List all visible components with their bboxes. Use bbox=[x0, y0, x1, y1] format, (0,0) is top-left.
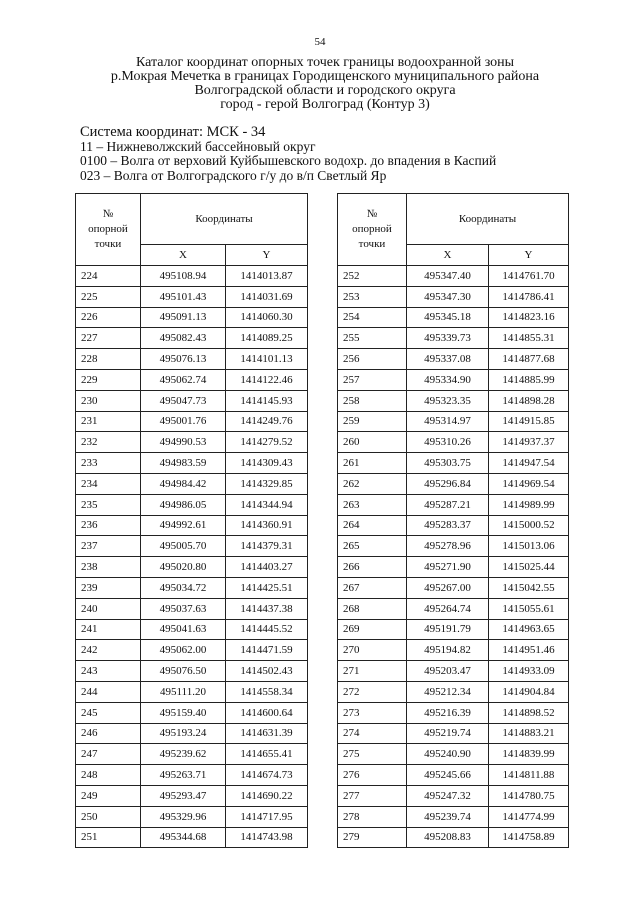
point-number-cell: 235 bbox=[76, 494, 141, 515]
y-coordinate-cell: 1414060.30 bbox=[226, 307, 308, 328]
point-number-cell: 279 bbox=[338, 827, 407, 848]
table-row bbox=[76, 681, 308, 702]
x-coordinate-cell: 495041.63 bbox=[141, 619, 226, 640]
point-number-cell: 236 bbox=[76, 515, 141, 536]
table-row bbox=[338, 723, 569, 744]
basin-district-line: 11 – Нижневолжский бассейновый округ bbox=[80, 138, 316, 154]
table-row bbox=[76, 827, 308, 848]
x-coordinate-cell: 495034.72 bbox=[141, 577, 226, 598]
y-coordinate-cell: 1414471.59 bbox=[226, 640, 308, 661]
x-coordinate-cell: 495245.66 bbox=[407, 765, 489, 786]
x-coordinate-cell: 495337.08 bbox=[407, 349, 489, 370]
x-coordinate-cell: 495339.73 bbox=[407, 328, 489, 349]
table-row bbox=[76, 702, 308, 723]
x-coordinate-cell: 495212.34 bbox=[407, 681, 489, 702]
table-row bbox=[76, 557, 308, 578]
x-header: X bbox=[407, 245, 489, 266]
table-row bbox=[338, 785, 569, 806]
x-coordinate-cell: 494990.53 bbox=[141, 432, 226, 453]
y-coordinate-cell: 1414898.52 bbox=[489, 702, 569, 723]
y-coordinate-cell: 1414989.99 bbox=[489, 494, 569, 515]
x-coordinate-cell: 495310.26 bbox=[407, 432, 489, 453]
point-number-cell: 278 bbox=[338, 806, 407, 827]
x-coordinate-cell: 495037.63 bbox=[141, 598, 226, 619]
y-coordinate-cell: 1414855.31 bbox=[489, 328, 569, 349]
point-number-cell: 270 bbox=[338, 640, 407, 661]
point-number-cell: 230 bbox=[76, 390, 141, 411]
point-number-cell: 228 bbox=[76, 349, 141, 370]
x-coordinate-cell: 495329.96 bbox=[141, 806, 226, 827]
y-coordinate-cell: 1414145.93 bbox=[226, 390, 308, 411]
point-number-cell: 272 bbox=[338, 681, 407, 702]
point-number-cell: 265 bbox=[338, 536, 407, 557]
y-coordinate-cell: 1414839.99 bbox=[489, 744, 569, 765]
table-row bbox=[338, 432, 569, 453]
y-coordinate-cell: 1414013.87 bbox=[226, 266, 308, 287]
y-coordinate-cell: 1414674.73 bbox=[226, 765, 308, 786]
point-number-cell: 252 bbox=[338, 266, 407, 287]
table-row bbox=[338, 494, 569, 515]
y-coordinate-cell: 1414915.85 bbox=[489, 411, 569, 432]
x-coordinate-cell: 495062.00 bbox=[141, 640, 226, 661]
y-coordinate-cell: 1414344.94 bbox=[226, 494, 308, 515]
point-number-cell: 269 bbox=[338, 619, 407, 640]
y-coordinate-cell: 1415042.55 bbox=[489, 577, 569, 598]
table-row bbox=[338, 640, 569, 661]
point-number-cell: 271 bbox=[338, 661, 407, 682]
page-number: 54 bbox=[314, 36, 326, 48]
x-coordinate-cell: 495108.94 bbox=[141, 266, 226, 287]
point-number-cell: 254 bbox=[338, 307, 407, 328]
table-row bbox=[76, 661, 308, 682]
y-coordinate-cell: 1414774.99 bbox=[489, 806, 569, 827]
point-number-cell: 244 bbox=[76, 681, 141, 702]
x-coordinate-cell: 495101.43 bbox=[141, 286, 226, 307]
table-row bbox=[76, 349, 308, 370]
table-row bbox=[76, 515, 308, 536]
y-coordinate-cell: 1414743.98 bbox=[226, 827, 308, 848]
point-number-cell: 260 bbox=[338, 432, 407, 453]
y-coordinate-cell: 1414947.54 bbox=[489, 453, 569, 474]
table-row bbox=[76, 640, 308, 661]
point-number-cell: 249 bbox=[76, 785, 141, 806]
y-coordinate-cell: 1414425.51 bbox=[226, 577, 308, 598]
x-coordinate-cell: 495111.20 bbox=[141, 681, 226, 702]
y-coordinate-cell: 1414690.22 bbox=[226, 785, 308, 806]
point-number-cell: 248 bbox=[76, 765, 141, 786]
y-coordinate-cell: 1414031.69 bbox=[226, 286, 308, 307]
table-row bbox=[338, 307, 569, 328]
y-coordinate-cell: 1414963.65 bbox=[489, 619, 569, 640]
y-coordinate-cell: 1414717.95 bbox=[226, 806, 308, 827]
x-coordinate-cell: 495334.90 bbox=[407, 369, 489, 390]
point-number-cell: 255 bbox=[338, 328, 407, 349]
point-number-cell: 253 bbox=[338, 286, 407, 307]
point-number-cell: 277 bbox=[338, 785, 407, 806]
coordinates-table-right bbox=[337, 193, 569, 848]
point-number-cell: 257 bbox=[338, 369, 407, 390]
x-coordinate-cell: 495278.96 bbox=[407, 536, 489, 557]
y-coordinate-cell: 1414898.28 bbox=[489, 390, 569, 411]
y-coordinate-cell: 1414329.85 bbox=[226, 473, 308, 494]
x-coordinate-cell: 495283.37 bbox=[407, 515, 489, 536]
point-number-cell: 259 bbox=[338, 411, 407, 432]
table-row bbox=[76, 577, 308, 598]
x-coordinate-cell: 495240.90 bbox=[407, 744, 489, 765]
coordinate-system-info bbox=[80, 125, 600, 183]
y-coordinate-cell: 1414249.76 bbox=[226, 411, 308, 432]
table-row bbox=[338, 765, 569, 786]
x-coordinate-cell: 495091.13 bbox=[141, 307, 226, 328]
point-number-cell: 224 bbox=[76, 266, 141, 287]
point-number-cell: 234 bbox=[76, 473, 141, 494]
table-row bbox=[76, 473, 308, 494]
point-number-cell: 267 bbox=[338, 577, 407, 598]
y-coordinate-cell: 1414089.25 bbox=[226, 328, 308, 349]
table-row bbox=[338, 577, 569, 598]
point-number-cell: 242 bbox=[76, 640, 141, 661]
x-coordinate-cell: 495239.74 bbox=[407, 806, 489, 827]
y-coordinate-cell: 1414655.41 bbox=[226, 744, 308, 765]
point-number-cell: 266 bbox=[338, 557, 407, 578]
table-row bbox=[338, 744, 569, 765]
y-coordinate-cell: 1414309.43 bbox=[226, 453, 308, 474]
y-coordinate-cell: 1414600.64 bbox=[226, 702, 308, 723]
point-number-cell: 273 bbox=[338, 702, 407, 723]
y-coordinate-cell: 1414904.84 bbox=[489, 681, 569, 702]
y-coordinate-cell: 1415013.06 bbox=[489, 536, 569, 557]
y-coordinate-cell: 1414631.39 bbox=[226, 723, 308, 744]
x-coordinate-cell: 495267.00 bbox=[407, 577, 489, 598]
point-number-header: № опорной точки bbox=[76, 194, 141, 266]
point-number-cell: 264 bbox=[338, 515, 407, 536]
table-row bbox=[76, 369, 308, 390]
x-coordinate-cell: 494992.61 bbox=[141, 515, 226, 536]
coordinates-header: Координаты bbox=[141, 194, 308, 245]
x-coordinate-cell: 495076.50 bbox=[141, 661, 226, 682]
table-row bbox=[338, 286, 569, 307]
table-row bbox=[76, 598, 308, 619]
point-number-cell: 240 bbox=[76, 598, 141, 619]
table-row bbox=[338, 453, 569, 474]
x-coordinate-cell: 495159.40 bbox=[141, 702, 226, 723]
x-coordinate-cell: 495076.13 bbox=[141, 349, 226, 370]
point-number-cell: 237 bbox=[76, 536, 141, 557]
x-coordinate-cell: 495005.70 bbox=[141, 536, 226, 557]
point-number-cell: 225 bbox=[76, 286, 141, 307]
y-coordinate-cell: 1414279.52 bbox=[226, 432, 308, 453]
table-row bbox=[76, 286, 308, 307]
point-number-cell: 229 bbox=[76, 369, 141, 390]
point-number-cell: 274 bbox=[338, 723, 407, 744]
x-coordinate-cell: 495047.73 bbox=[141, 390, 226, 411]
y-coordinate-cell: 1414885.99 bbox=[489, 369, 569, 390]
x-coordinate-cell: 495314.97 bbox=[407, 411, 489, 432]
y-coordinate-cell: 1414101.13 bbox=[226, 349, 308, 370]
table-row bbox=[338, 827, 569, 848]
table-row bbox=[338, 681, 569, 702]
y-coordinate-cell: 1414780.75 bbox=[489, 785, 569, 806]
table-row bbox=[338, 536, 569, 557]
x-coordinate-cell: 495062.74 bbox=[141, 369, 226, 390]
x-coordinate-cell: 495296.84 bbox=[407, 473, 489, 494]
table-row bbox=[338, 328, 569, 349]
point-number-cell: 276 bbox=[338, 765, 407, 786]
point-number-header: № опорной точки bbox=[338, 194, 407, 266]
point-number-cell: 238 bbox=[76, 557, 141, 578]
point-number-cell: 275 bbox=[338, 744, 407, 765]
point-number-cell: 251 bbox=[76, 827, 141, 848]
y-coordinate-cell: 1415000.52 bbox=[489, 515, 569, 536]
coordinate-system-line: Система координат: МСК - 34 bbox=[80, 124, 266, 140]
x-coordinate-cell: 494984.42 bbox=[141, 473, 226, 494]
point-number-cell: 226 bbox=[76, 307, 141, 328]
y-coordinate-cell: 1414877.68 bbox=[489, 349, 569, 370]
y-coordinate-cell: 1414403.27 bbox=[226, 557, 308, 578]
x-coordinate-cell: 495247.32 bbox=[407, 785, 489, 806]
table-row bbox=[76, 328, 308, 349]
table-row bbox=[76, 307, 308, 328]
x-coordinate-cell: 495323.35 bbox=[407, 390, 489, 411]
point-number-cell: 256 bbox=[338, 349, 407, 370]
point-number-cell: 241 bbox=[76, 619, 141, 640]
table-row bbox=[338, 806, 569, 827]
point-number-cell: 258 bbox=[338, 390, 407, 411]
point-number-cell: 247 bbox=[76, 744, 141, 765]
y-coordinate-cell: 1414969.54 bbox=[489, 473, 569, 494]
y-coordinate-cell: 1414933.09 bbox=[489, 661, 569, 682]
x-coordinate-cell: 494986.05 bbox=[141, 494, 226, 515]
y-coordinate-cell: 1414951.46 bbox=[489, 640, 569, 661]
water-basin-line: 0100 – Волга от верховий Куйбышевского водохр. до впадения в Каспий bbox=[80, 153, 497, 168]
x-coordinate-cell: 495020.80 bbox=[141, 557, 226, 578]
table-row bbox=[338, 598, 569, 619]
coordinates-header: Координаты bbox=[407, 194, 569, 245]
x-coordinate-cell: 495271.90 bbox=[407, 557, 489, 578]
table-row bbox=[76, 390, 308, 411]
y-coordinate-cell: 1414502.43 bbox=[226, 661, 308, 682]
x-coordinate-cell: 495347.30 bbox=[407, 286, 489, 307]
table-row bbox=[338, 390, 569, 411]
point-number-cell: 245 bbox=[76, 702, 141, 723]
table-row bbox=[338, 661, 569, 682]
table-row bbox=[76, 432, 308, 453]
x-coordinate-cell: 495216.39 bbox=[407, 702, 489, 723]
point-number-cell: 231 bbox=[76, 411, 141, 432]
x-coordinate-cell: 495293.47 bbox=[141, 785, 226, 806]
table-row bbox=[338, 473, 569, 494]
x-coordinate-cell: 495194.82 bbox=[407, 640, 489, 661]
y-coordinate-cell: 1414379.31 bbox=[226, 536, 308, 557]
y-coordinate-cell: 1414437.38 bbox=[226, 598, 308, 619]
table-row bbox=[76, 785, 308, 806]
table-row bbox=[76, 765, 308, 786]
table-row bbox=[76, 453, 308, 474]
x-coordinate-cell: 495193.24 bbox=[141, 723, 226, 744]
table-row bbox=[76, 411, 308, 432]
y-coordinate-cell: 1415055.61 bbox=[489, 598, 569, 619]
coordinates-table-left bbox=[75, 193, 308, 848]
table-row bbox=[76, 266, 308, 287]
point-number-cell: 243 bbox=[76, 661, 141, 682]
point-number-cell: 268 bbox=[338, 598, 407, 619]
title-line-4: город - герой Волгоград (Контур 3) bbox=[220, 97, 430, 112]
sub-basin-line: 023 – Волга от Волгоградского г/у до в/п Светлый Яр bbox=[80, 167, 387, 183]
x-coordinate-cell: 495208.83 bbox=[407, 827, 489, 848]
point-number-cell: 227 bbox=[76, 328, 141, 349]
table-row bbox=[76, 619, 308, 640]
y-coordinate-cell: 1414937.37 bbox=[489, 432, 569, 453]
y-coordinate-cell: 1414883.21 bbox=[489, 723, 569, 744]
y-coordinate-cell: 1414761.70 bbox=[489, 266, 569, 287]
table-row bbox=[338, 369, 569, 390]
y-coordinate-cell: 1414823.16 bbox=[489, 307, 569, 328]
table-row bbox=[76, 536, 308, 557]
x-coordinate-cell: 495345.18 bbox=[407, 307, 489, 328]
point-number-cell: 246 bbox=[76, 723, 141, 744]
table-row bbox=[76, 723, 308, 744]
point-number-cell: 239 bbox=[76, 577, 141, 598]
point-number-cell: 263 bbox=[338, 494, 407, 515]
table-row bbox=[76, 806, 308, 827]
table-row bbox=[338, 702, 569, 723]
title-line-3: Волгоградской области и городского округа bbox=[194, 83, 456, 98]
x-coordinate-cell: 494983.59 bbox=[141, 453, 226, 474]
y-coordinate-cell: 1414122.46 bbox=[226, 369, 308, 390]
x-coordinate-cell: 495264.74 bbox=[407, 598, 489, 619]
y-header: Y bbox=[226, 245, 308, 266]
table-row bbox=[338, 619, 569, 640]
x-coordinate-cell: 495303.75 bbox=[407, 453, 489, 474]
point-number-cell: 262 bbox=[338, 473, 407, 494]
x-coordinate-cell: 495263.71 bbox=[141, 765, 226, 786]
x-header: X bbox=[141, 245, 226, 266]
table-row bbox=[338, 411, 569, 432]
title-line-2: р.Мокрая Мечетка в границах Городищенского муниципального района bbox=[110, 69, 540, 84]
x-coordinate-cell: 495239.62 bbox=[141, 744, 226, 765]
table-row bbox=[76, 744, 308, 765]
x-coordinate-cell: 495191.79 bbox=[407, 619, 489, 640]
x-coordinate-cell: 495082.43 bbox=[141, 328, 226, 349]
document-title bbox=[60, 56, 590, 112]
y-coordinate-cell: 1414786.41 bbox=[489, 286, 569, 307]
point-number-cell: 250 bbox=[76, 806, 141, 827]
table-row bbox=[338, 266, 569, 287]
x-coordinate-cell: 495203.47 bbox=[407, 661, 489, 682]
y-coordinate-cell: 1414445.52 bbox=[226, 619, 308, 640]
point-number-cell: 232 bbox=[76, 432, 141, 453]
y-coordinate-cell: 1414811.88 bbox=[489, 765, 569, 786]
table-row bbox=[338, 349, 569, 370]
title-line-1: Каталог координат опорных точек границы водоохранной зоны bbox=[135, 55, 515, 70]
y-header: Y bbox=[489, 245, 569, 266]
table-row bbox=[338, 515, 569, 536]
x-coordinate-cell: 495219.74 bbox=[407, 723, 489, 744]
y-coordinate-cell: 1414558.34 bbox=[226, 681, 308, 702]
point-number-cell: 261 bbox=[338, 453, 407, 474]
y-coordinate-cell: 1414758.89 bbox=[489, 827, 569, 848]
table-row bbox=[338, 557, 569, 578]
y-coordinate-cell: 1414360.91 bbox=[226, 515, 308, 536]
y-coordinate-cell: 1415025.44 bbox=[489, 557, 569, 578]
x-coordinate-cell: 495347.40 bbox=[407, 266, 489, 287]
x-coordinate-cell: 495344.68 bbox=[141, 827, 226, 848]
point-number-cell: 233 bbox=[76, 453, 141, 474]
table-row bbox=[76, 494, 308, 515]
x-coordinate-cell: 495287.21 bbox=[407, 494, 489, 515]
x-coordinate-cell: 495001.76 bbox=[141, 411, 226, 432]
